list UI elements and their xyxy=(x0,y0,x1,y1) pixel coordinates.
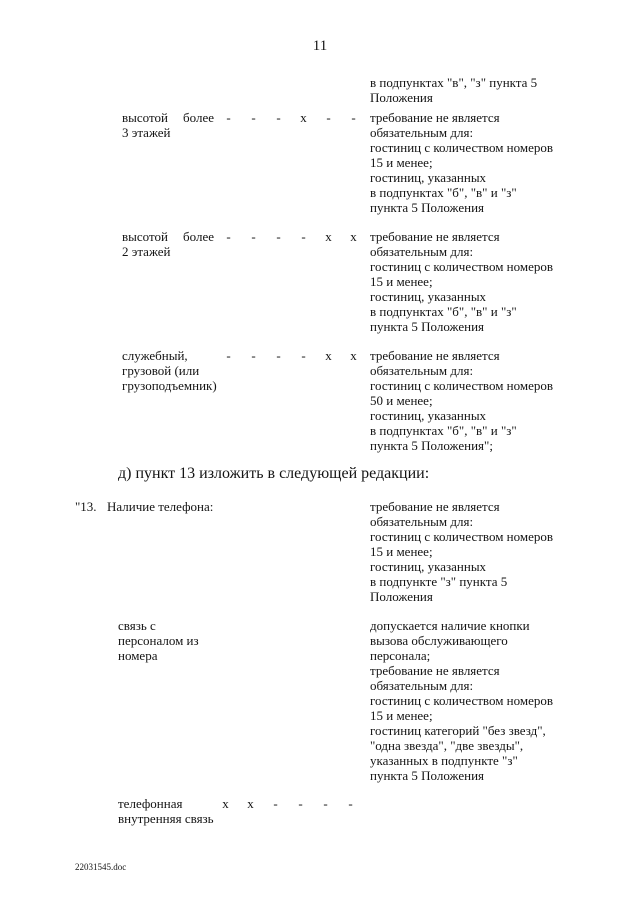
note-line: требование не является xyxy=(370,662,500,678)
label-line: служебный, xyxy=(122,347,188,363)
mark-cell: - xyxy=(348,795,353,811)
note-line: обязательным для: xyxy=(370,677,474,693)
note-line: требование не является xyxy=(370,109,500,125)
label-line: внутренняя связь xyxy=(118,810,214,826)
category-marks xyxy=(216,229,366,244)
note-line: в подпунктах "б", "в" и "з" xyxy=(370,303,517,319)
mark-cell: х xyxy=(325,347,332,363)
note-line: в подпунктах "б", "в" и "з" xyxy=(370,184,517,200)
mark-cell: - xyxy=(301,347,306,363)
mark-cell: - xyxy=(351,109,356,125)
note-line: в подпунктах "в", "з" пункта 5 xyxy=(370,74,538,90)
note-line: гостиниц, указанных xyxy=(370,169,487,185)
label-line: номера xyxy=(118,647,158,663)
note-line: гостиниц, указанных xyxy=(370,558,487,574)
note-line: 50 и менее; xyxy=(370,392,433,408)
elevator-row-service xyxy=(0,347,640,453)
mark-cell: - xyxy=(323,795,328,811)
internal-telephone-row xyxy=(0,795,640,826)
note-line: пункта 5 Положения"; xyxy=(370,437,493,453)
note-line: требование не является xyxy=(370,498,500,514)
requirement-note xyxy=(370,229,553,334)
item-13-row xyxy=(0,498,640,604)
note-line: Положения xyxy=(370,588,433,604)
note-line: требование не является xyxy=(370,228,500,244)
category-marks xyxy=(216,348,366,363)
item-title: Наличие телефона: xyxy=(107,498,214,514)
label-line: связь с xyxy=(118,617,156,633)
mark-cell: - xyxy=(276,347,281,363)
staff-communication-row xyxy=(0,617,640,783)
mark-cell: - xyxy=(226,228,231,244)
note-line: обязательным для: xyxy=(370,513,474,529)
note-line: обязательным для: xyxy=(370,243,474,259)
label-line: высотой более xyxy=(122,109,214,125)
note-line: гостиниц с количеством номеров xyxy=(370,258,554,274)
note-line: гостиниц с количеством номеров xyxy=(370,139,554,155)
page-number: 11 xyxy=(312,38,328,54)
elevator-row-3-floors xyxy=(0,109,640,215)
mark-cell: - xyxy=(251,109,256,125)
note-line: гостиниц, указанных xyxy=(370,407,487,423)
note-line: 15 и менее; xyxy=(370,543,433,559)
mark-cell: - xyxy=(226,347,231,363)
label-line: грузовой (или xyxy=(122,362,200,378)
note-line: обязательным для: xyxy=(370,124,474,140)
note-line: указанных в подпункте "з" xyxy=(370,752,518,768)
row-label xyxy=(122,110,214,140)
note-line: гостиниц, указанных xyxy=(370,288,487,304)
note-line: гостиниц с количеством номеров xyxy=(370,528,554,544)
requirement-note xyxy=(370,499,553,604)
item-number: "13. xyxy=(75,498,97,514)
mark-cell: - xyxy=(273,795,278,811)
row-label xyxy=(122,348,217,393)
category-marks xyxy=(213,796,363,811)
label-line: персоналом из xyxy=(118,632,199,648)
mark-cell: - xyxy=(251,347,256,363)
note-line: Положения xyxy=(370,89,433,105)
requirement-note xyxy=(370,110,553,215)
note-line: пункта 5 Положения xyxy=(370,318,485,334)
note-line: в подпунктах "б", "в" и "з" xyxy=(370,422,517,438)
note-line: вызова обслуживающего xyxy=(370,632,508,648)
continuation-block xyxy=(0,74,640,105)
note-line: "одна звезда", "две звезды", xyxy=(370,737,524,753)
label-line: грузоподъемник) xyxy=(122,377,217,393)
mark-cell: - xyxy=(251,228,256,244)
note-line: требование не является xyxy=(370,347,500,363)
mark-cell: - xyxy=(326,109,331,125)
mark-cell: - xyxy=(276,228,281,244)
mark-cell: х xyxy=(325,228,332,244)
requirement-note xyxy=(370,348,553,453)
note-line: допускается наличие кнопки xyxy=(370,617,530,633)
row-label xyxy=(122,229,214,259)
amendment-instruction: д) пункт 13 изложить в следующей редакции: xyxy=(118,465,430,482)
note-line: обязательным для: xyxy=(370,362,474,378)
row-label xyxy=(118,618,199,663)
mark-cell: - xyxy=(301,228,306,244)
note-line: 15 и менее; xyxy=(370,707,433,723)
mark-cell: х xyxy=(300,109,307,125)
note-line: персонала; xyxy=(370,647,431,663)
note-line: в подпункте "з" пункта 5 xyxy=(370,573,508,589)
mark-cell: х xyxy=(247,795,254,811)
footer-filename: 22031545.doc xyxy=(75,862,127,872)
note-line: гостиниц с количеством номеров xyxy=(370,692,554,708)
requirement-note xyxy=(370,618,553,783)
label-line: 2 этажей xyxy=(122,243,171,259)
row-label xyxy=(118,796,214,826)
note-line: 15 и менее; xyxy=(370,273,433,289)
mark-cell: - xyxy=(298,795,303,811)
mark-cell: х xyxy=(350,228,357,244)
category-marks xyxy=(216,110,366,125)
label-line: 3 этажей xyxy=(122,124,171,140)
mark-cell: х xyxy=(222,795,229,811)
note-line: пункта 5 Положения xyxy=(370,767,485,783)
note-line: пункта 5 Положения xyxy=(370,199,485,215)
mark-cell: - xyxy=(226,109,231,125)
mark-cell: - xyxy=(276,109,281,125)
note-line: 15 и менее; xyxy=(370,154,433,170)
note-line: гостиниц категорий "без звезд", xyxy=(370,722,546,738)
note-line: гостиниц с количеством номеров xyxy=(370,377,554,393)
requirement-note xyxy=(370,75,537,105)
label-line: телефонная xyxy=(118,795,183,811)
mark-cell: х xyxy=(350,347,357,363)
label-line: высотой более xyxy=(122,228,214,244)
elevator-row-2-floors xyxy=(0,228,640,334)
